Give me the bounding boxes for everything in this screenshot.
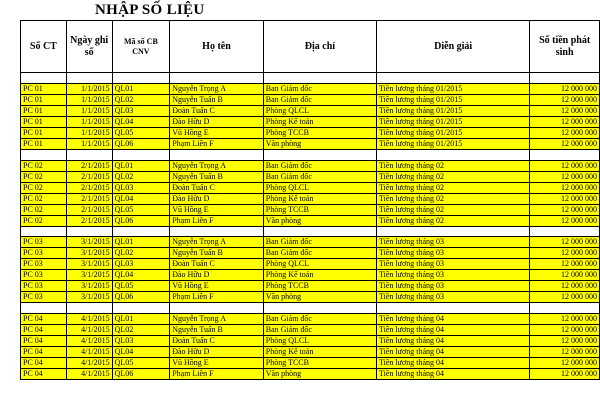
cell-ngay[interactable]: 4/1/2015: [66, 347, 112, 358]
cell-so-tien[interactable]: [530, 149, 600, 160]
cell-ma-so[interactable]: QL05: [112, 281, 170, 292]
cell-so-ct[interactable]: PC 04: [21, 336, 67, 347]
cell-so-ct[interactable]: PC 02: [21, 160, 67, 171]
cell-dien-giai[interactable]: Tiền lương tháng 04: [377, 347, 530, 358]
cell-dia-chi[interactable]: Văn phòng: [263, 369, 376, 380]
cell-ma-so[interactable]: QL03: [112, 182, 170, 193]
cell-so-ct[interactable]: PC 04: [21, 325, 67, 336]
cell-ma-so[interactable]: [112, 226, 170, 237]
cell-ho-ten[interactable]: Vũ Hồng E: [170, 358, 264, 369]
blank-row: [21, 73, 600, 84]
cell-ngay[interactable]: [66, 149, 112, 160]
cell-ho-ten[interactable]: Phạm Liên F: [170, 215, 264, 226]
cell-ma-so[interactable]: QL04: [112, 270, 170, 281]
cell-so-tien[interactable]: 12 000 000: [530, 127, 600, 138]
cell-ma-so[interactable]: QL02: [112, 248, 170, 259]
cell-ma-so[interactable]: QL01: [112, 160, 170, 171]
cell-dia-chi[interactable]: Phòng QLCL: [263, 105, 376, 116]
cell-dia-chi[interactable]: Phòng Kế toán: [263, 270, 376, 281]
cell-dien-giai[interactable]: [377, 149, 530, 160]
cell-ho-ten[interactable]: Đào Hữu D: [170, 116, 264, 127]
cell-dien-giai[interactable]: Tiền lương tháng 01/2015: [377, 138, 530, 149]
cell-so-ct[interactable]: PC 02: [21, 204, 67, 215]
header-so-tien[interactable]: Số tiền phát sinh: [530, 21, 600, 73]
cell-dia-chi[interactable]: [263, 73, 376, 84]
cell-ho-ten[interactable]: Đoàn Tuấn C: [170, 182, 264, 193]
cell-so-tien[interactable]: 12 000 000: [530, 325, 600, 336]
cell-dien-giai[interactable]: Tiền lương tháng 04: [377, 325, 530, 336]
header-so-ct[interactable]: Số CT: [21, 21, 67, 73]
cell-ma-so[interactable]: QL05: [112, 204, 170, 215]
cell-so-ct[interactable]: PC 03: [21, 248, 67, 259]
cell-ngay[interactable]: 1/1/2015: [66, 83, 112, 94]
cell-dia-chi[interactable]: Phòng Kế toán: [263, 347, 376, 358]
cell-ho-ten[interactable]: Đào Hữu D: [170, 347, 264, 358]
cell-dien-giai[interactable]: Tiền lương tháng 01/2015: [377, 105, 530, 116]
cell-dia-chi[interactable]: Phòng TCCB: [263, 281, 376, 292]
cell-so-ct[interactable]: PC 03: [21, 270, 67, 281]
table-row: [21, 237, 600, 248]
cell-ma-so[interactable]: QL06: [112, 292, 170, 303]
cell-ho-ten[interactable]: Nguyễn Trọng A: [170, 314, 264, 325]
cell-ho-ten[interactable]: Nguyễn Tuấn B: [170, 325, 264, 336]
cell-ngay[interactable]: 3/1/2015: [66, 237, 112, 248]
table-row: [21, 94, 600, 105]
table-row: [21, 369, 600, 380]
cell-ma-so[interactable]: QL01: [112, 237, 170, 248]
cell-dien-giai[interactable]: Tiền lương tháng 04: [377, 369, 530, 380]
data-table: [20, 20, 600, 380]
cell-ma-so[interactable]: [112, 149, 170, 160]
cell-dia-chi[interactable]: Phòng TCCB: [263, 358, 376, 369]
table-row: [21, 314, 600, 325]
table-row: [21, 281, 600, 292]
cell-ngay[interactable]: 3/1/2015: [66, 292, 112, 303]
cell-dien-giai[interactable]: Tiền lương tháng 02: [377, 204, 530, 215]
cell-ngay[interactable]: 3/1/2015: [66, 281, 112, 292]
cell-dia-chi[interactable]: Ban Giám đốc: [263, 325, 376, 336]
cell-dien-giai[interactable]: Tiền lương tháng 02: [377, 193, 530, 204]
cell-ngay[interactable]: 4/1/2015: [66, 314, 112, 325]
cell-dien-giai[interactable]: Tiền lương tháng 02: [377, 215, 530, 226]
cell-so-ct[interactable]: PC 01: [21, 138, 67, 149]
cell-so-tien[interactable]: [530, 303, 600, 314]
cell-ho-ten[interactable]: [170, 149, 264, 160]
cell-so-ct[interactable]: PC 01: [21, 116, 67, 127]
cell-ngay[interactable]: 4/1/2015: [66, 325, 112, 336]
sheet-title: NHẬP SỐ LIỆU: [95, 2, 205, 18]
cell-so-tien[interactable]: 12 000 000: [530, 116, 600, 127]
blank-row: [21, 149, 600, 160]
cell-ngay[interactable]: 4/1/2015: [66, 336, 112, 347]
cell-dien-giai[interactable]: [377, 303, 530, 314]
cell-so-ct[interactable]: PC 01: [21, 127, 67, 138]
cell-ma-so[interactable]: QL05: [112, 358, 170, 369]
cell-dien-giai[interactable]: Tiền lương tháng 03: [377, 270, 530, 281]
cell-so-tien[interactable]: 12 000 000: [530, 215, 600, 226]
cell-ngay[interactable]: 2/1/2015: [66, 160, 112, 171]
cell-ngay[interactable]: 2/1/2015: [66, 193, 112, 204]
cell-so-ct[interactable]: PC 01: [21, 94, 67, 105]
cell-dien-giai[interactable]: Tiền lương tháng 02: [377, 160, 530, 171]
header-row: [21, 21, 600, 73]
cell-ma-so[interactable]: QL03: [112, 259, 170, 270]
table-row: [21, 248, 600, 259]
cell-ngay[interactable]: [66, 73, 112, 84]
blank-row: [21, 303, 600, 314]
cell-ngay[interactable]: 2/1/2015: [66, 215, 112, 226]
cell-ngay[interactable]: 3/1/2015: [66, 248, 112, 259]
cell-dia-chi[interactable]: Ban Giám đốc: [263, 94, 376, 105]
table-row: [21, 83, 600, 94]
cell-dia-chi[interactable]: Văn phòng: [263, 215, 376, 226]
table-row: [21, 138, 600, 149]
cell-so-tien[interactable]: 12 000 000: [530, 347, 600, 358]
cell-ho-ten[interactable]: Nguyễn Trọng A: [170, 83, 264, 94]
cell-dia-chi[interactable]: Ban Giám đốc: [263, 160, 376, 171]
cell-ma-so[interactable]: QL02: [112, 94, 170, 105]
table-row: [21, 193, 600, 204]
table-row: [21, 105, 600, 116]
cell-dien-giai[interactable]: Tiền lương tháng 04: [377, 314, 530, 325]
cell-dia-chi[interactable]: Ban Giám đốc: [263, 314, 376, 325]
table-row: [21, 358, 600, 369]
cell-ma-so[interactable]: QL06: [112, 369, 170, 380]
cell-dien-giai[interactable]: Tiền lương tháng 03: [377, 237, 530, 248]
cell-so-ct[interactable]: PC 04: [21, 314, 67, 325]
table-row: [21, 215, 600, 226]
cell-so-tien[interactable]: 12 000 000: [530, 314, 600, 325]
cell-ho-ten[interactable]: Đoàn Tuấn C: [170, 336, 264, 347]
table-row: [21, 127, 600, 138]
cell-dia-chi[interactable]: [263, 303, 376, 314]
cell-dien-giai[interactable]: [377, 73, 530, 84]
cell-ma-so[interactable]: QL06: [112, 138, 170, 149]
cell-ho-ten[interactable]: Đoàn Tuấn C: [170, 105, 264, 116]
table-body: [21, 73, 600, 380]
cell-so-tien[interactable]: [530, 226, 600, 237]
cell-so-tien[interactable]: 12 000 000: [530, 237, 600, 248]
cell-ho-ten[interactable]: Nguyễn Tuấn B: [170, 171, 264, 182]
cell-dia-chi[interactable]: Phòng QLCL: [263, 259, 376, 270]
cell-ngay[interactable]: 4/1/2015: [66, 358, 112, 369]
cell-ho-ten[interactable]: Phạm Liên F: [170, 369, 264, 380]
cell-so-ct[interactable]: PC 01: [21, 105, 67, 116]
table-row: [21, 292, 600, 303]
table-row: [21, 347, 600, 358]
cell-ngay[interactable]: 1/1/2015: [66, 116, 112, 127]
cell-ma-so[interactable]: QL04: [112, 116, 170, 127]
cell-dien-giai[interactable]: Tiền lương tháng 01/2015: [377, 94, 530, 105]
table-row: [21, 160, 600, 171]
cell-so-tien[interactable]: 12 000 000: [530, 270, 600, 281]
cell-ngay[interactable]: 1/1/2015: [66, 105, 112, 116]
cell-ma-so[interactable]: [112, 303, 170, 314]
table-row: [21, 116, 600, 127]
cell-so-ct[interactable]: PC 02: [21, 193, 67, 204]
cell-so-tien[interactable]: 12 000 000: [530, 369, 600, 380]
cell-dien-giai[interactable]: Tiền lương tháng 03: [377, 248, 530, 259]
cell-so-ct[interactable]: PC 04: [21, 358, 67, 369]
cell-ngay[interactable]: 2/1/2015: [66, 182, 112, 193]
cell-dia-chi[interactable]: Phòng TCCB: [263, 127, 376, 138]
cell-dia-chi[interactable]: Ban Giám đốc: [263, 171, 376, 182]
cell-so-tien[interactable]: 12 000 000: [530, 281, 600, 292]
header-ma-so[interactable]: Mã số CB CNV: [112, 21, 170, 73]
cell-so-tien[interactable]: 12 000 000: [530, 259, 600, 270]
cell-dia-chi[interactable]: Văn phòng: [263, 292, 376, 303]
cell-ho-ten[interactable]: Đào Hữu D: [170, 193, 264, 204]
cell-so-tien[interactable]: 12 000 000: [530, 94, 600, 105]
cell-so-tien[interactable]: 12 000 000: [530, 138, 600, 149]
cell-dia-chi[interactable]: [263, 226, 376, 237]
cell-ma-so[interactable]: QL02: [112, 171, 170, 182]
cell-so-ct[interactable]: PC 04: [21, 347, 67, 358]
cell-ho-ten[interactable]: Vũ Hồng E: [170, 281, 264, 292]
cell-dia-chi[interactable]: Ban Giám đốc: [263, 237, 376, 248]
cell-ho-ten[interactable]: Nguyễn Tuấn B: [170, 248, 264, 259]
header-dia-chi[interactable]: Địa chỉ: [263, 21, 376, 73]
cell-dia-chi[interactable]: Phòng Kế toán: [263, 116, 376, 127]
cell-dia-chi[interactable]: Phòng TCCB: [263, 204, 376, 215]
cell-ho-ten[interactable]: Nguyễn Trọng A: [170, 237, 264, 248]
cell-so-ct[interactable]: [21, 226, 67, 237]
blank-row: [21, 226, 600, 237]
cell-ho-ten[interactable]: Đoàn Tuấn C: [170, 259, 264, 270]
cell-ho-ten[interactable]: [170, 303, 264, 314]
cell-dia-chi[interactable]: Phòng QLCL: [263, 336, 376, 347]
table-row: [21, 259, 600, 270]
cell-ngay[interactable]: [66, 303, 112, 314]
cell-dien-giai[interactable]: Tiền lương tháng 03: [377, 292, 530, 303]
cell-ngay[interactable]: 3/1/2015: [66, 259, 112, 270]
header-ngay-ghi-so[interactable]: Ngày ghi sổ: [66, 21, 112, 73]
cell-dien-giai[interactable]: Tiền lương tháng 01/2015: [377, 127, 530, 138]
header-ho-ten[interactable]: Họ tên: [170, 21, 264, 73]
cell-so-ct[interactable]: [21, 73, 67, 84]
cell-ma-so[interactable]: QL03: [112, 336, 170, 347]
cell-dia-chi[interactable]: Ban Giám đốc: [263, 248, 376, 259]
cell-dien-giai[interactable]: Tiền lương tháng 04: [377, 336, 530, 347]
cell-dien-giai[interactable]: Tiền lương tháng 01/2015: [377, 116, 530, 127]
cell-so-tien[interactable]: 12 000 000: [530, 248, 600, 259]
cell-ngay[interactable]: 3/1/2015: [66, 270, 112, 281]
cell-dia-chi[interactable]: Ban Giám đốc: [263, 83, 376, 94]
cell-ho-ten[interactable]: Nguyễn Trọng A: [170, 160, 264, 171]
cell-so-ct[interactable]: PC 03: [21, 292, 67, 303]
cell-dia-chi[interactable]: Văn phòng: [263, 138, 376, 149]
table-row: [21, 171, 600, 182]
cell-dien-giai[interactable]: Tiền lương tháng 03: [377, 281, 530, 292]
table-row: [21, 336, 600, 347]
cell-so-ct[interactable]: PC 04: [21, 369, 67, 380]
cell-so-tien[interactable]: 12 000 000: [530, 171, 600, 182]
cell-so-tien[interactable]: 12 000 000: [530, 160, 600, 171]
cell-dia-chi[interactable]: Phòng Kế toán: [263, 193, 376, 204]
cell-ma-so[interactable]: QL06: [112, 215, 170, 226]
cell-ho-ten[interactable]: Vũ Hồng E: [170, 127, 264, 138]
cell-ngay[interactable]: 1/1/2015: [66, 138, 112, 149]
cell-so-tien[interactable]: 12 000 000: [530, 292, 600, 303]
cell-ma-so[interactable]: QL02: [112, 325, 170, 336]
cell-ho-ten[interactable]: Phạm Liên F: [170, 138, 264, 149]
cell-ma-so[interactable]: QL01: [112, 83, 170, 94]
cell-so-tien[interactable]: 12 000 000: [530, 193, 600, 204]
cell-ngay[interactable]: 1/1/2015: [66, 127, 112, 138]
cell-dien-giai[interactable]: Tiền lương tháng 02: [377, 171, 530, 182]
cell-so-ct[interactable]: PC 03: [21, 259, 67, 270]
cell-ma-so[interactable]: QL01: [112, 314, 170, 325]
cell-ngay[interactable]: 4/1/2015: [66, 369, 112, 380]
cell-dien-giai[interactable]: Tiền lương tháng 02: [377, 182, 530, 193]
cell-ho-ten[interactable]: [170, 226, 264, 237]
cell-ho-ten[interactable]: Nguyễn Tuấn B: [170, 94, 264, 105]
cell-so-tien[interactable]: 12 000 000: [530, 105, 600, 116]
cell-ho-ten[interactable]: Phạm Liên F: [170, 292, 264, 303]
cell-dien-giai[interactable]: Tiền lương tháng 04: [377, 358, 530, 369]
cell-so-ct[interactable]: [21, 149, 67, 160]
cell-so-ct[interactable]: PC 03: [21, 281, 67, 292]
cell-ho-ten[interactable]: [170, 73, 264, 84]
table-row: [21, 182, 600, 193]
cell-ma-so[interactable]: QL05: [112, 127, 170, 138]
cell-so-ct[interactable]: PC 02: [21, 171, 67, 182]
cell-so-ct[interactable]: PC 03: [21, 237, 67, 248]
cell-so-ct[interactable]: [21, 303, 67, 314]
cell-so-tien[interactable]: [530, 73, 600, 84]
table-row: [21, 270, 600, 281]
cell-ho-ten[interactable]: Đào Hữu D: [170, 270, 264, 281]
header-dien-giai[interactable]: Diễn giải: [377, 21, 530, 73]
table-row: [21, 204, 600, 215]
cell-so-tien[interactable]: 12 000 000: [530, 336, 600, 347]
cell-so-ct[interactable]: PC 01: [21, 83, 67, 94]
cell-so-tien[interactable]: 12 000 000: [530, 182, 600, 193]
cell-ho-ten[interactable]: Vũ Hồng E: [170, 204, 264, 215]
cell-ma-so[interactable]: QL04: [112, 193, 170, 204]
table-row: [21, 325, 600, 336]
cell-so-tien[interactable]: 12 000 000: [530, 204, 600, 215]
cell-ngay[interactable]: 2/1/2015: [66, 171, 112, 182]
cell-dia-chi[interactable]: [263, 149, 376, 160]
cell-so-tien[interactable]: 12 000 000: [530, 358, 600, 369]
cell-so-tien[interactable]: 12 000 000: [530, 83, 600, 94]
cell-ngay[interactable]: [66, 226, 112, 237]
cell-dien-giai[interactable]: Tiền lương tháng 03: [377, 259, 530, 270]
cell-ma-so[interactable]: QL04: [112, 347, 170, 358]
cell-dien-giai[interactable]: Tiền lương tháng 01/2015: [377, 83, 530, 94]
cell-so-ct[interactable]: PC 02: [21, 215, 67, 226]
cell-ngay[interactable]: 2/1/2015: [66, 204, 112, 215]
cell-dia-chi[interactable]: Phòng QLCL: [263, 182, 376, 193]
cell-ngay[interactable]: 1/1/2015: [66, 94, 112, 105]
cell-so-ct[interactable]: PC 02: [21, 182, 67, 193]
cell-dien-giai[interactable]: [377, 226, 530, 237]
cell-ma-so[interactable]: [112, 73, 170, 84]
cell-ma-so[interactable]: QL03: [112, 105, 170, 116]
